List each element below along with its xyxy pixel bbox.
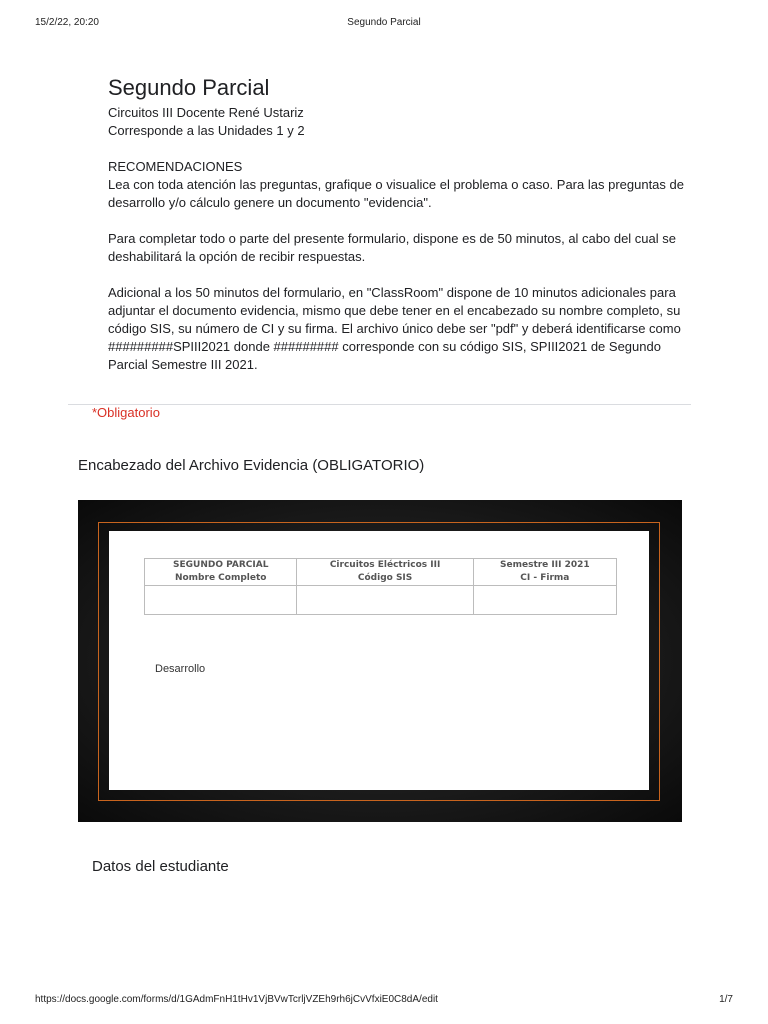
table-cell: Código SIS [297, 572, 473, 586]
table-cell: SEGUNDO PARCIAL [145, 559, 297, 573]
page-indicator: 1/7 [719, 994, 733, 1005]
description-line: Corresponde a las Unidades 1 y 2 [108, 123, 305, 138]
recommendations-paragraph-3: Adicional a los 50 minutos del formulario, en "ClassRoom" dispone de 10 minutos adicionales para adjuntar el documento evidencia, mismo que debe tener en el encabezado su nombre completo, su código SIS, su número de CI y su firma. El archivo único debe ser "pdf" y deberá identificarse como #########SPIII2021 donde ######### corresponde con su código SIS, SPIII2021 de Segundo Parcial Semestre III 2021. [108, 285, 681, 372]
table-cell: Circuitos Eléctricos III [297, 559, 473, 573]
recommendations-paragraph-1: Lea con toda atención las preguntas, grafique o visualice el problema o caso. Para las preguntas de desarrollo y/o cálculo genere un documento "evidencia". [108, 177, 684, 210]
form-header [108, 74, 688, 374]
table-cell-empty [297, 586, 473, 615]
recommendations-heading: RECOMENDACIONES [108, 159, 243, 174]
table-cell: Semestre III 2021 [473, 559, 616, 573]
desarrollo-label: Desarrollo [155, 663, 206, 675]
evidence-header-image [78, 500, 682, 822]
print-datetime: 15/2/22, 20:20 [35, 17, 99, 28]
header-divider [68, 404, 691, 405]
evidence-section-title: Encabezado del Archivo Evidencia (OBLIGATORIO) [78, 457, 425, 474]
table-cell: Nombre Completo [145, 572, 297, 586]
print-url: https://docs.google.com/forms/d/1GAdmFnH1tHv1VjBVwTcrljVZEh9rh6jCvVfxiE0C8dA/edit [35, 994, 438, 1005]
table-cell-empty [473, 586, 616, 615]
recommendations-paragraph-2: Para completar todo o parte del presente formulario, dispone es de 50 minutos, al cabo del cual se deshabilitará la opción de recibir respuestas. [108, 231, 677, 264]
table-cell-empty [145, 586, 297, 615]
table-cell: CI - Firma [473, 572, 616, 586]
description-line: Circuitos III Docente René Ustariz [108, 105, 304, 120]
student-section-title: Datos del estudiante [92, 858, 229, 875]
image-sheet [109, 531, 649, 790]
print-tab-title: Segundo Parcial [347, 17, 421, 28]
required-note: *Obligatorio [92, 405, 160, 420]
form-description [108, 104, 688, 374]
evidence-header-table [144, 558, 617, 615]
form-title: Segundo Parcial [108, 75, 270, 100]
